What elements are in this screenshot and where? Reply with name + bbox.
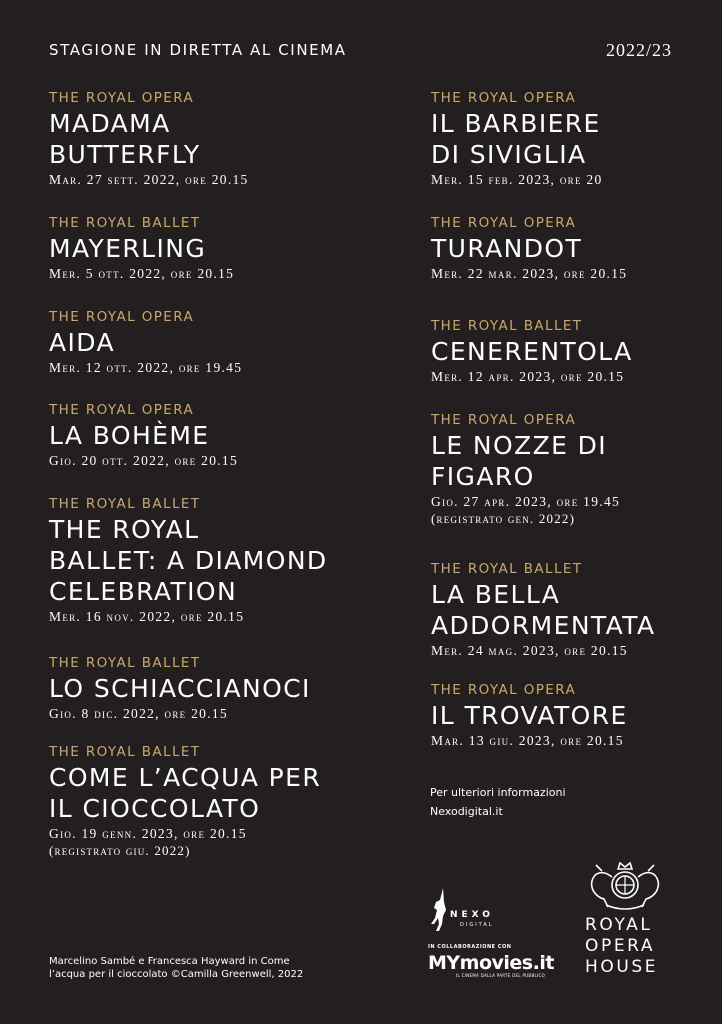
- unicorn-icon: [428, 888, 450, 932]
- event-mayerling: [49, 215, 389, 309]
- event-company: THE ROYAL BALLET: [49, 215, 201, 231]
- event-aida: [49, 309, 389, 402]
- event-la-boheme: [49, 402, 389, 496]
- event-title: LE NOZZE DI FIGARO: [431, 431, 608, 491]
- royal-crest-icon: [584, 855, 666, 911]
- event-come-lacqua: [49, 744, 389, 859]
- event-company: THE ROYAL BALLET: [49, 496, 201, 512]
- event-title: CENERENTOLA: [431, 337, 633, 366]
- event-company: THE ROYAL BALLET: [49, 655, 201, 671]
- nexo-digital-logo: [428, 888, 538, 938]
- event-title: LO SCHIACCIANOCI: [49, 674, 311, 703]
- event-date: Mar. 27 sett. 2022, ore 20.15: [49, 172, 249, 187]
- event-title: TURANDOT: [431, 234, 583, 263]
- season-heading: STAGIONE IN DIRETTA AL CINEMA: [49, 41, 347, 59]
- event-date: Gio. 8 dic. 2022, ore 20.15: [49, 706, 228, 721]
- nexo-subtitle: DIGITAL: [460, 922, 494, 928]
- event-date: Mer. 15 feb. 2023, ore 20: [431, 172, 603, 187]
- event-date: Gio. 20 ott. 2022, ore 20.15: [49, 453, 239, 468]
- event-il-trovatore: [431, 682, 691, 749]
- event-note: (registrato giu. 2022): [49, 843, 191, 858]
- event-date: Mer. 16 nov. 2022, ore 20.15: [49, 609, 245, 624]
- event-company: THE ROYAL OPERA: [49, 402, 195, 418]
- event-il-barbiere: [431, 90, 691, 215]
- event-title: MADAMA BUTTERFLY: [49, 109, 201, 169]
- event-le-nozze-di-figaro: [431, 412, 691, 561]
- event-title: IL TROVATORE: [431, 701, 628, 730]
- event-date: Mer. 22 mar. 2023, ore 20.15: [431, 266, 628, 281]
- event-company: THE ROYAL BALLET: [431, 318, 583, 334]
- collaboration-label: IN COLLABORAZIONE CON: [428, 944, 512, 950]
- event-date: Gio. 19 genn. 2023, ore 20.15: [49, 826, 247, 841]
- event-title: THE ROYAL BALLET: A DIAMOND CELEBRATION: [49, 515, 328, 606]
- more-info: [430, 783, 566, 821]
- left-column: [49, 90, 389, 859]
- event-company: THE ROYAL OPERA: [431, 682, 577, 698]
- event-lo-schiaccianoci: [49, 655, 389, 744]
- event-company: THE ROYAL OPERA: [431, 412, 577, 428]
- event-title: LA BELLA ADDORMENTATA: [431, 580, 656, 640]
- event-note: (registrato gen. 2022): [431, 511, 576, 526]
- event-date: Gio. 27 apr. 2023, ore 19.45: [431, 494, 621, 509]
- photo-credit: Marcelino Sambé e Francesca Hayward in Come l’acqua per il cioccolato ©Camilla Greenwell, 2022: [49, 956, 304, 980]
- event-company: THE ROYAL OPERA: [431, 215, 577, 231]
- more-info-link[interactable]: Nexodigital.it: [430, 805, 503, 818]
- event-company: THE ROYAL BALLET: [431, 561, 583, 577]
- royal-opera-house-wordmark: ROYAL OPERA HOUSE: [585, 915, 659, 977]
- event-date: Mar. 13 giu. 2023, ore 20.15: [431, 733, 624, 748]
- event-company: THE ROYAL OPERA: [49, 90, 195, 106]
- event-date: Mer. 12 apr. 2023, ore 20.15: [431, 369, 625, 384]
- event-date: Mer. 5 ott. 2022, ore 20.15: [49, 266, 235, 281]
- event-date: Mer. 24 mag. 2023, ore 20.15: [431, 643, 628, 658]
- event-title: COME L’ACQUA PER IL CIOCCOLATO: [49, 763, 322, 823]
- event-date: Mer. 12 ott. 2022, ore 19.45: [49, 360, 243, 375]
- event-company: THE ROYAL OPERA: [431, 90, 577, 106]
- event-company: THE ROYAL BALLET: [49, 744, 201, 760]
- event-diamond-celebration: [49, 496, 389, 655]
- event-title: AIDA: [49, 328, 115, 357]
- season-years: 2022/23: [605, 40, 672, 60]
- event-turandot: [431, 215, 691, 318]
- right-column: [431, 90, 691, 749]
- event-la-bella-addormentata: [431, 561, 691, 682]
- event-title: IL BARBIERE DI SIVIGLIA: [431, 109, 601, 169]
- event-company: THE ROYAL OPERA: [49, 309, 195, 325]
- event-title: MAYERLING: [49, 234, 207, 263]
- event-title: LA BOHÈME: [49, 421, 210, 450]
- event-madama-butterfly: [49, 90, 389, 215]
- more-info-label: Per ulteriori informazioni: [430, 786, 566, 799]
- mymovies-logo: MYmovies.it: [428, 952, 554, 974]
- nexo-wordmark: NEXO: [450, 910, 494, 920]
- event-cenerentola: [431, 318, 691, 412]
- mymovies-tagline: IL CINEMA DALLA PARTE DEL PUBBLICO: [456, 973, 546, 978]
